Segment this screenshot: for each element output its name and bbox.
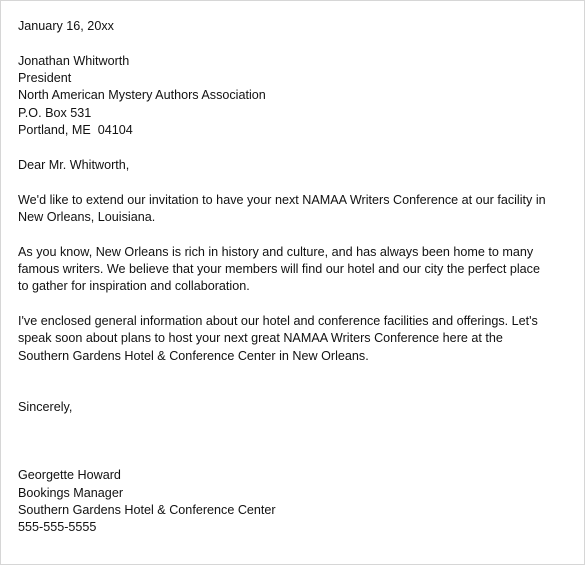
sender-name: Georgette Howard xyxy=(18,468,121,483)
recipient-address-block xyxy=(18,53,578,139)
body-paragraph-3 xyxy=(18,313,578,365)
date-block xyxy=(18,18,578,35)
paragraph-line: New Orleans, Louisiana. xyxy=(18,209,156,224)
recipient-address-line1: P.O. Box 531 xyxy=(18,105,92,120)
letter-date: January 16, 20xx xyxy=(18,19,114,33)
sender-phone: 555-555-5555 xyxy=(18,520,97,535)
recipient-title: President xyxy=(18,71,72,86)
paragraph-line: I've enclosed general information about our hotel and conference facilities and offerings. Let's xyxy=(18,314,538,329)
letter-body xyxy=(18,18,578,536)
recipient-address-line2: Portland, ME 04104 xyxy=(18,122,133,137)
sender-title: Bookings Manager xyxy=(18,485,124,500)
paragraph-line: Southern Gardens Hotel & Conference Center in New Orleans. xyxy=(18,348,369,363)
closing: Sincerely, xyxy=(18,399,73,414)
paragraph-line: famous writers. We believe that your members will find our hotel and our city the perfect place xyxy=(18,261,540,276)
paragraph-line: speak soon about plans to host your next great NAMAA Writers Conference here at the xyxy=(18,331,503,346)
recipient-name: Jonathan Whitworth xyxy=(18,53,130,68)
sender-organization: Southern Gardens Hotel & Conference Center xyxy=(18,502,276,517)
sender-signature-block xyxy=(18,467,578,536)
paragraph-line: We'd like to extend our invitation to have your next NAMAA Writers Conference at our facility in xyxy=(18,192,546,207)
salutation-block xyxy=(18,157,578,174)
paragraph-line: to gather for inspiration and collaboration. xyxy=(18,279,250,294)
salutation: Dear Mr. Whitworth, xyxy=(18,157,130,172)
closing-block xyxy=(18,399,578,416)
recipient-organization: North American Mystery Authors Association xyxy=(18,88,266,103)
body-paragraph-1 xyxy=(18,192,578,227)
body-paragraph-2 xyxy=(18,244,578,296)
paragraph-line: As you know, New Orleans is rich in history and culture, and has always been home to many xyxy=(18,244,534,259)
